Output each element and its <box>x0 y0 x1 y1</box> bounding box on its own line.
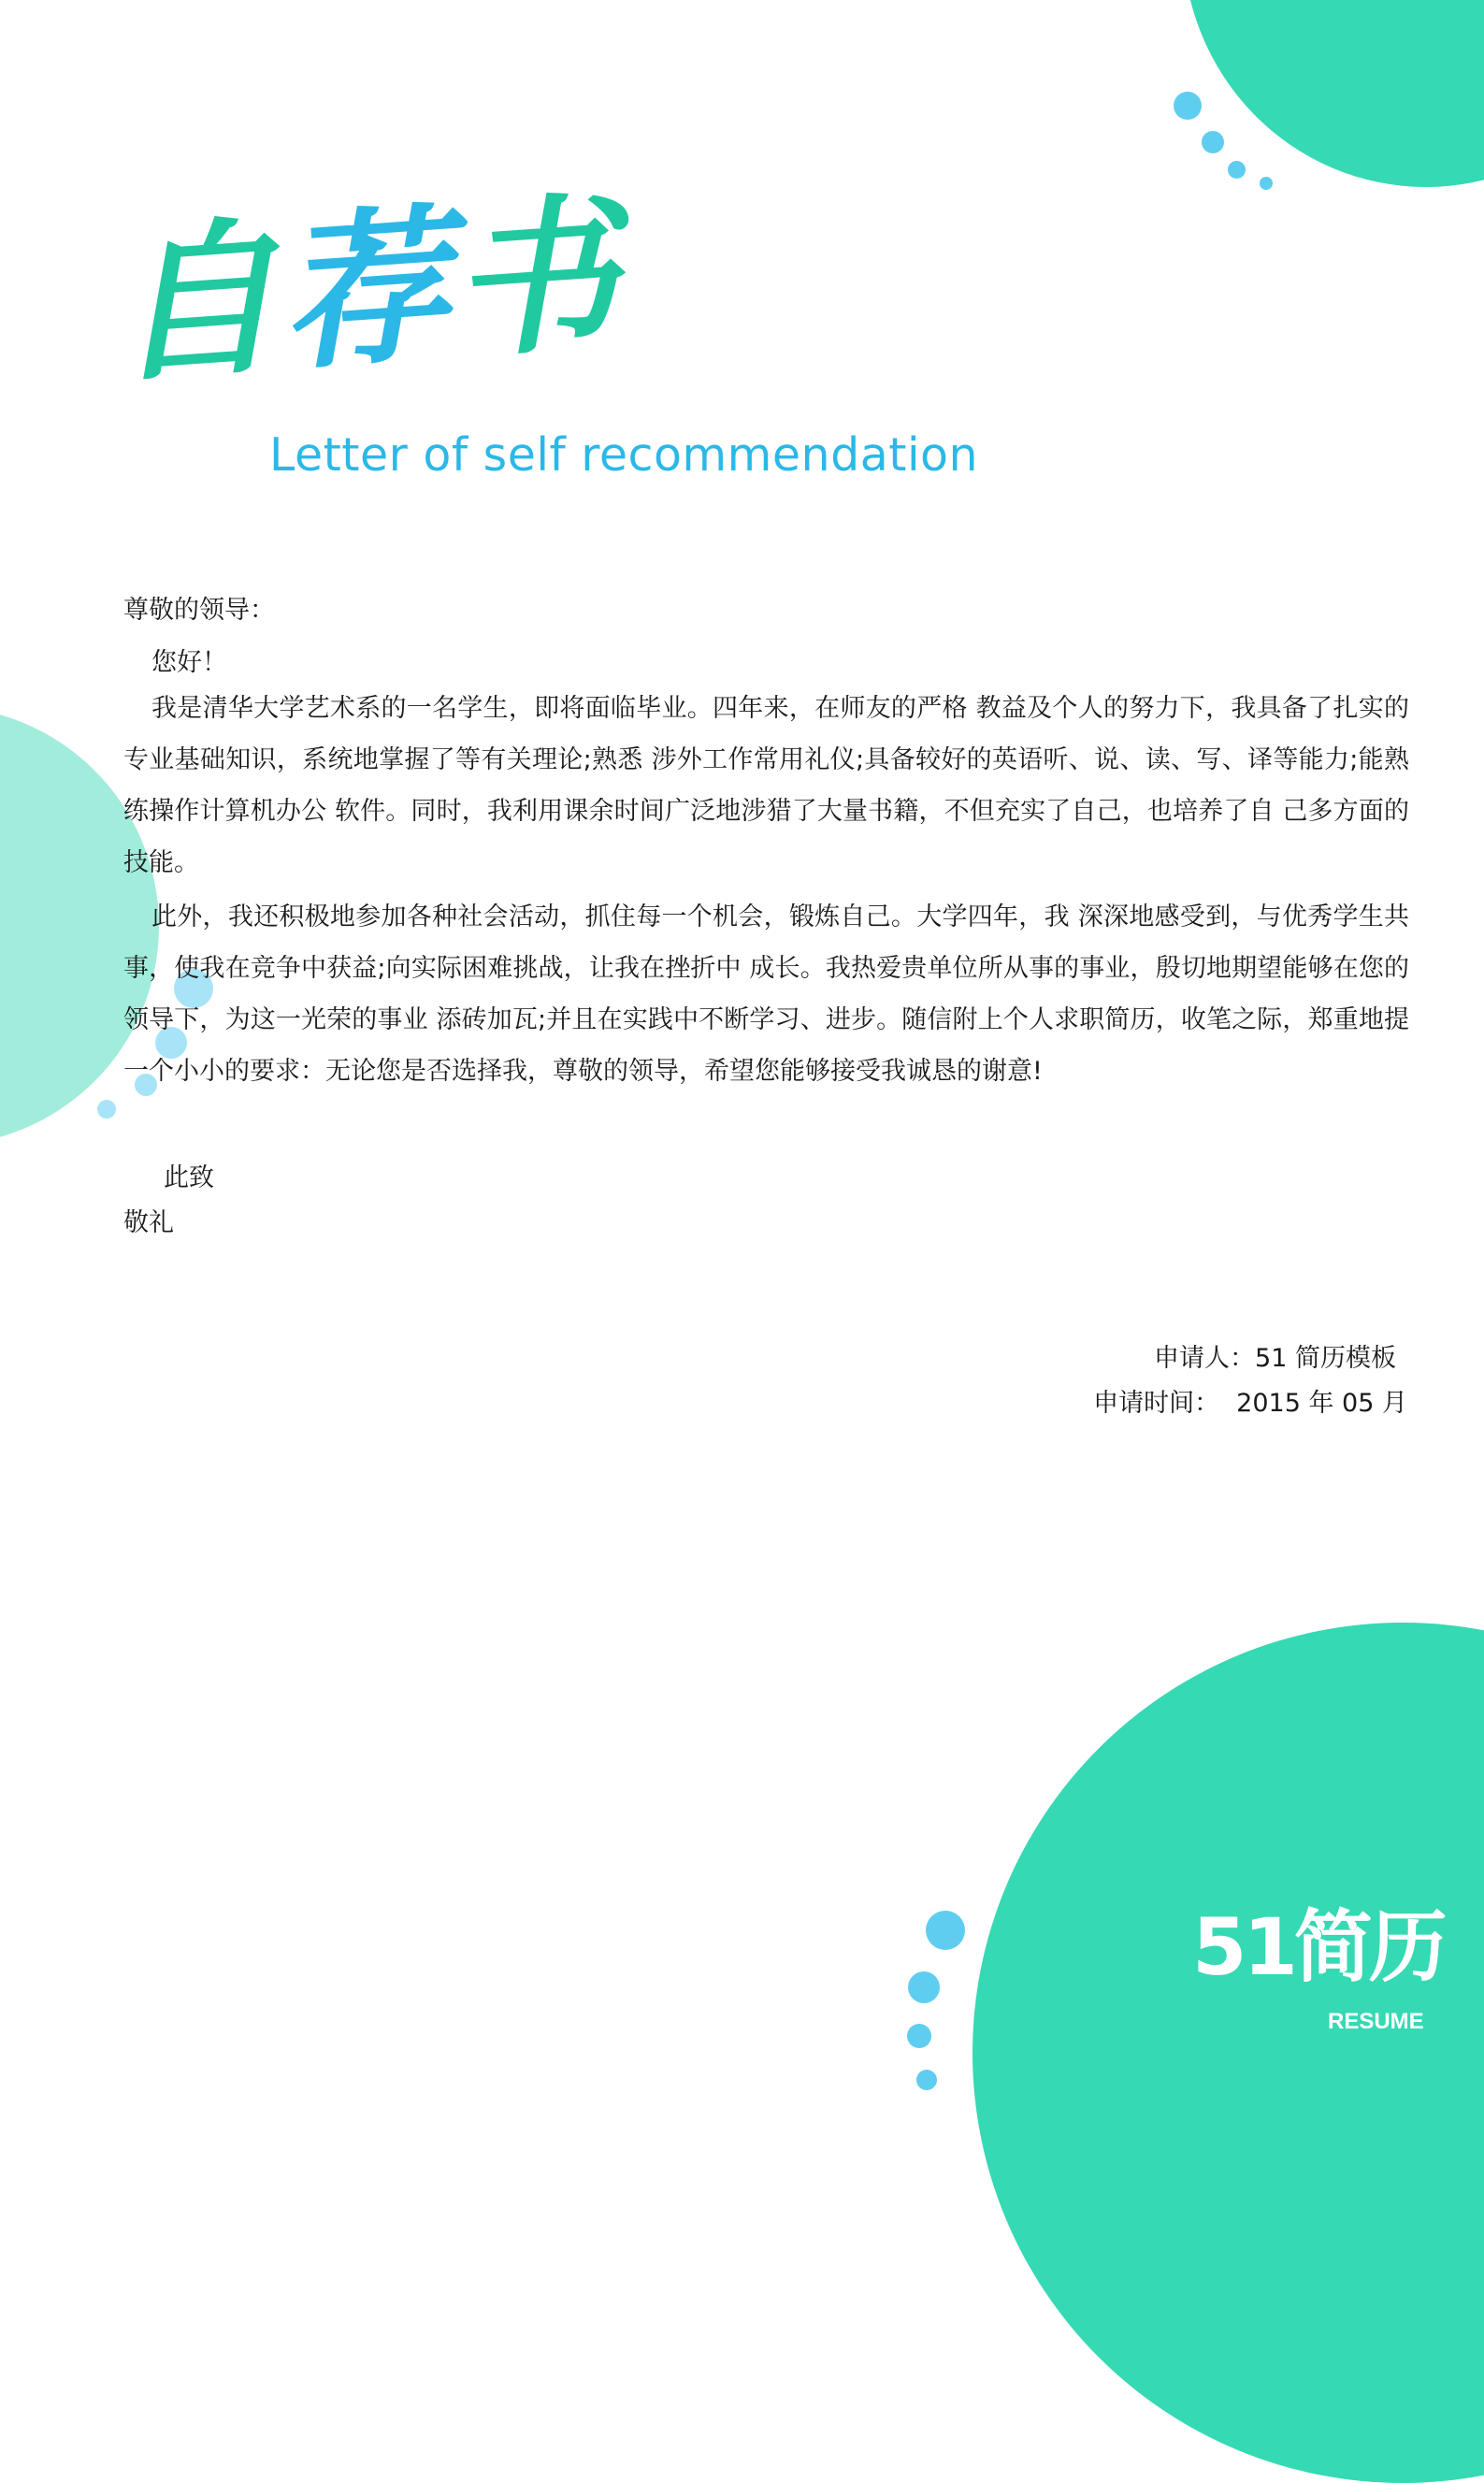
decorative-dot <box>1174 92 1202 120</box>
page-subtitle: Letter of self recommendation <box>269 428 979 482</box>
decorative-circle-bottom-right <box>973 1623 1484 2483</box>
letter-greeting: 您好！ <box>151 648 227 677</box>
decorative-circle-top-right <box>1183 0 1484 187</box>
title-char: 荐 <box>274 186 458 394</box>
decorative-dot <box>916 2070 937 2090</box>
decorative-dot <box>1202 131 1224 153</box>
letter-paragraph: 我是清华大学艺术系的一名学生，即将面临毕业。四年来，在师友的严格 教益及个人的努力下，我具备了扎实的专业基础知识，系统地掌握了等有关理论;熟悉 涉外工作常用礼仪;具备较好的英语听、说、读、写、译等能力;能熟练操作计算机办公 软件。同时，我利用课余时间广泛地涉猎了大量书籍，不但充实了自己，也培养了自 己多方面的技能。 <box>123 694 1409 877</box>
title-char: 书 <box>443 174 627 382</box>
title-char: 自 <box>104 197 288 405</box>
letter-date <box>1093 1382 1407 1419</box>
date-label: 申请时间： <box>1093 1389 1220 1418</box>
decorative-dot <box>97 1100 116 1119</box>
letter-paragraph: 此外，我还积极地参加各种社会活动，抓住每一个机会，锻炼自己。大学四年，我 深深地感受到，与优秀学生共事，使我在竞争中获益;向实际困难挑战，让我在挫折中 成长。我热爱贵单位所从事的事业，殷切地期望能够在您的领导下，为这一光荣的事业 添砖加瓦;并且在实践中不断学习、进步。随信附上个人求职简历，收笔之际，郑重地提 一个小小的要求：无论您是否选择我，尊敬的领导，希望您能够接受我诚恳的谢意! <box>123 902 1409 1086</box>
letter-salutation: 尊敬的领导： <box>123 596 275 625</box>
decorative-dot <box>926 1911 965 1950</box>
letter-applicant: 申请人：51 简历模板 <box>1154 1344 1396 1373</box>
decorative-dot <box>908 1971 940 2003</box>
decorative-dot <box>907 2024 931 2048</box>
decorative-dot <box>1228 161 1246 179</box>
letter-regards: 敬礼 <box>123 1208 174 1237</box>
logo-subtext: RESUME <box>1328 2009 1424 2034</box>
letter-closing: 此致 <box>164 1163 214 1192</box>
page-title <box>104 174 627 405</box>
brand-logo <box>1192 1901 1444 2048</box>
decorative-dot <box>1260 177 1273 190</box>
date-value: 2015 年 05 月 <box>1236 1389 1407 1418</box>
logo-mark: 51简历 <box>1192 1901 1444 1993</box>
